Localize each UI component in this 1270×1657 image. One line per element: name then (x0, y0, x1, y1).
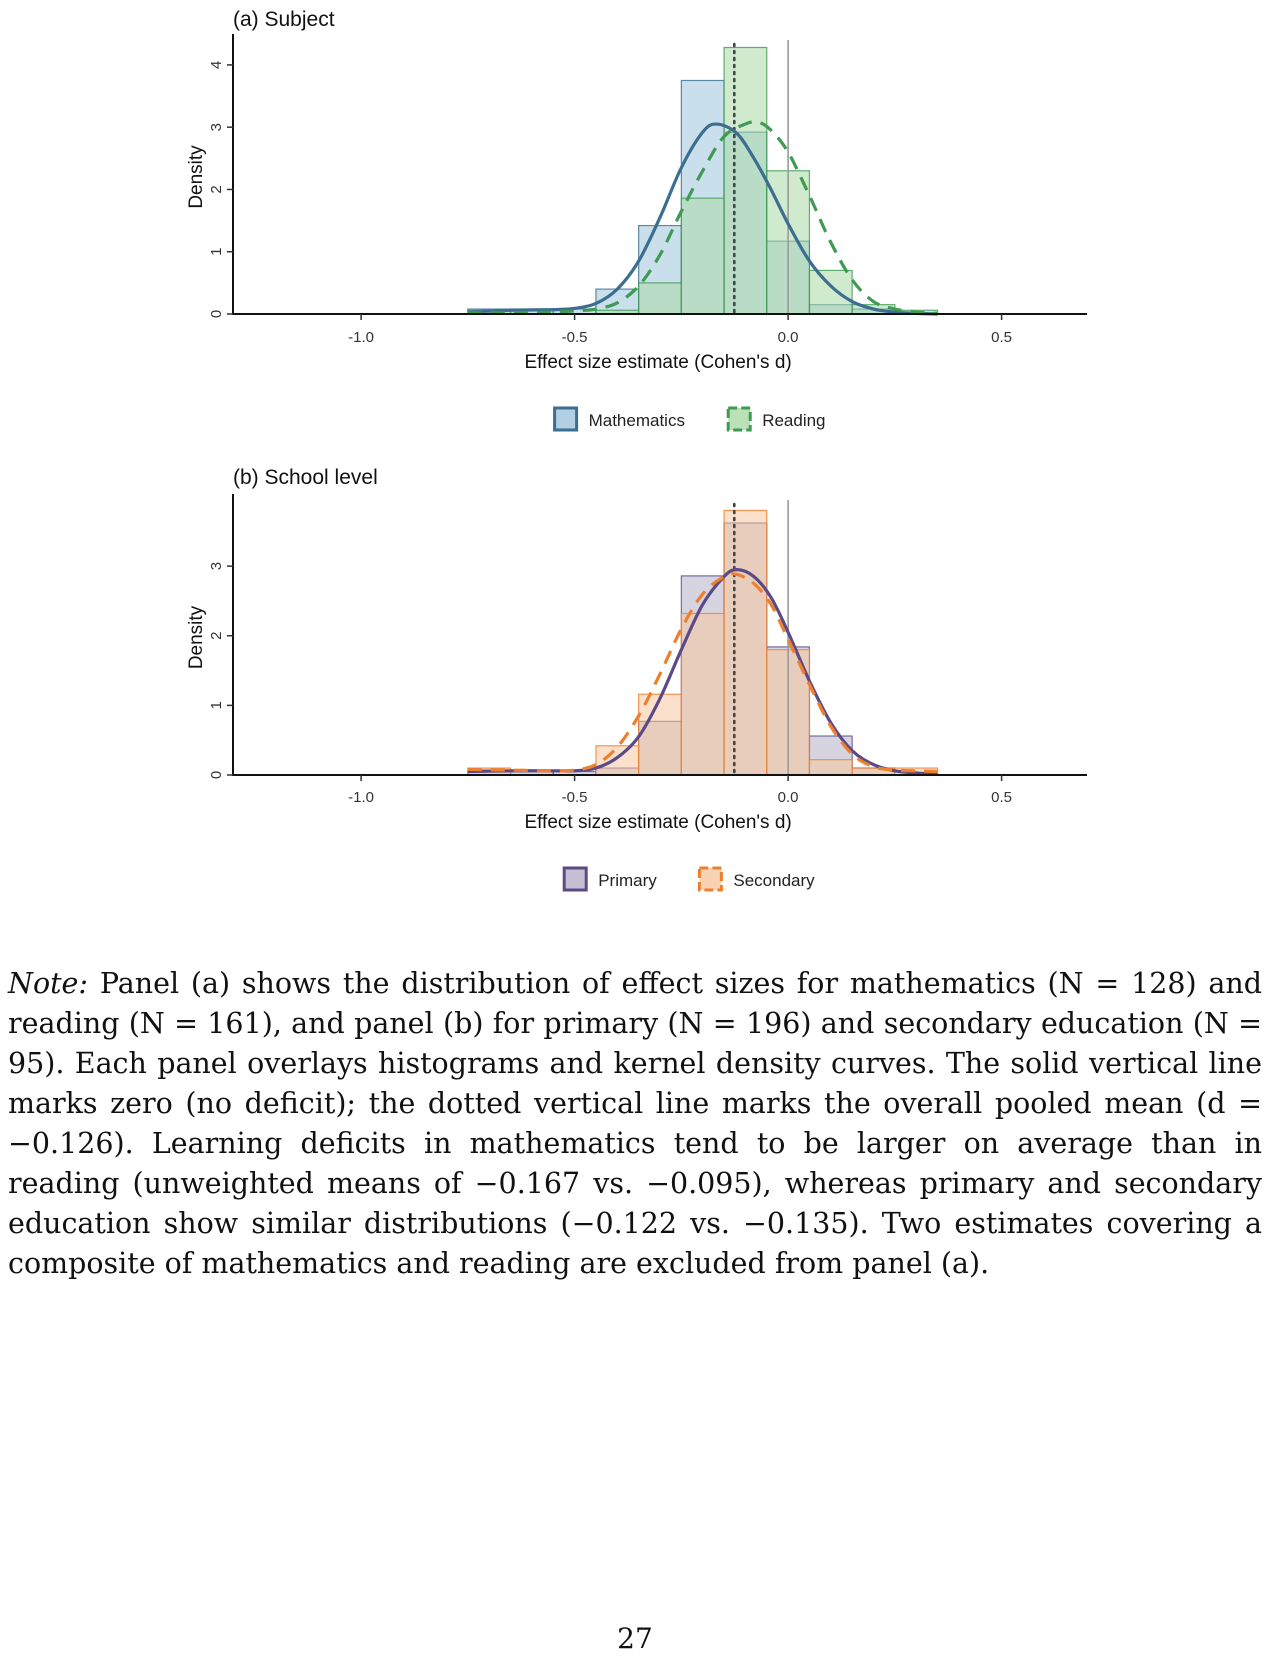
x-axis-label: Effect size estimate (Cohen's d) (524, 812, 792, 833)
figure-note (8, 964, 1262, 1284)
legend-swatch-primary (564, 868, 586, 890)
x-tick-label: -0.5 (561, 329, 588, 346)
bar (724, 510, 767, 775)
y-tick-label: 2 (208, 185, 225, 194)
histogram-secondary (468, 510, 938, 775)
x-tick-label: -1.0 (348, 789, 375, 806)
x-tick-label: 0.0 (777, 329, 799, 346)
bar (596, 746, 639, 775)
bar (639, 694, 682, 775)
note-lead: Note: (8, 967, 89, 1000)
legend-swatch-mathematics (555, 408, 577, 430)
bar (724, 47, 767, 314)
page-number: 27 (617, 1622, 653, 1655)
x-tick-label: -0.5 (561, 789, 588, 806)
legend-label-primary: Primary (598, 871, 657, 890)
y-tick-label: 3 (208, 561, 225, 571)
x-tick-label: 0.5 (991, 789, 1013, 806)
x-tick-label: -1.0 (348, 329, 375, 346)
legend (555, 408, 826, 430)
y-tick-label: 1 (208, 247, 225, 256)
y-axis-label: Density (186, 605, 207, 670)
y-tick-label: 0 (208, 770, 225, 780)
y-axis-label: Density (186, 145, 207, 209)
y-tick-label: 3 (208, 123, 225, 132)
bar (639, 283, 682, 314)
legend-label-secondary: Secondary (733, 871, 815, 890)
note-body: Panel (a) shows the distribution of effect sizes for mathematics (N = 128) and reading (N = 161), and panel (b) for primary (N = 196) and secondary education (N = 95). Each panel overlays histograms and kernel density curves. The solid vertical line marks zero (no deficit); the dotted vertical line marks the overall pooled mean (d = −0.126). Learning deficits in mathematics tend to be larger on average than in reading (unweighted means of −0.167 vs. −0.095), whereas primary and secondary education show similar distributions (−0.122 vs. −0.135). Two estimates covering a composite of mathematics and reading are excluded from panel (a). (8, 967, 1262, 1280)
panel-title: (b) School level (233, 466, 378, 489)
bar (809, 760, 852, 775)
y-tick-label: 2 (208, 631, 225, 640)
panel-title: (a) Subject (233, 8, 335, 31)
x-axis-label: Effect size estimate (Cohen's d) (524, 352, 792, 373)
legend-label-reading: Reading (762, 411, 826, 430)
y-tick-label: 4 (208, 60, 225, 70)
legend-swatch-reading (728, 408, 750, 430)
panel-b (186, 466, 1087, 890)
legend (564, 868, 815, 890)
x-tick-label: 0.5 (991, 329, 1013, 346)
bar (681, 198, 724, 314)
y-tick-label: 0 (208, 309, 225, 319)
legend-swatch-secondary (699, 868, 721, 890)
bar (809, 270, 852, 314)
panel-a (186, 8, 1087, 430)
y-tick-label: 1 (208, 701, 225, 710)
x-tick-label: 0.0 (777, 789, 799, 806)
legend-label-mathematics: Mathematics (588, 411, 685, 430)
